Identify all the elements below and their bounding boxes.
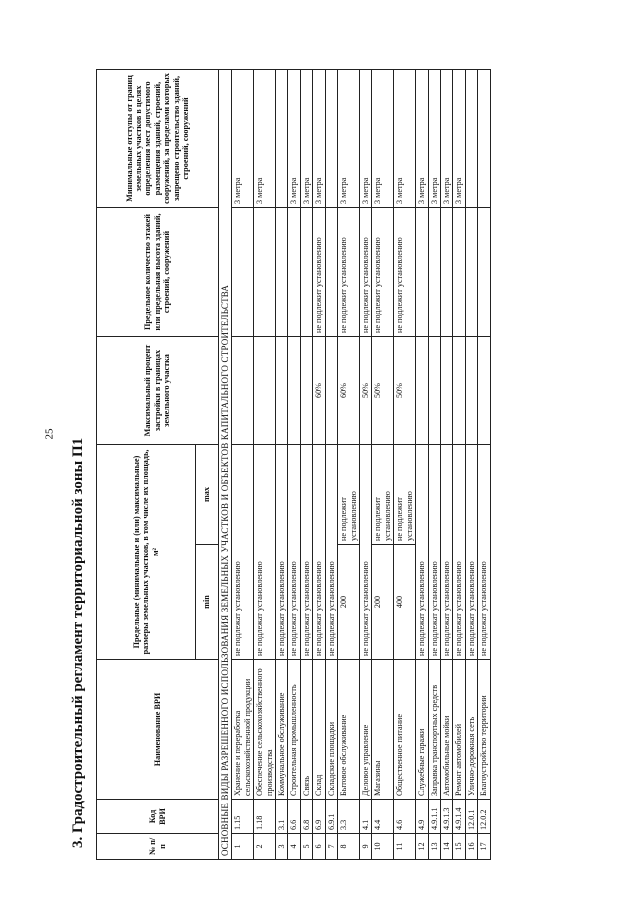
table-row (440, 70, 452, 860)
row-min: 200 (338, 545, 360, 660)
row-size: не подлежат установлению (359, 445, 371, 660)
row-floors (300, 208, 312, 337)
row-code: 4.6 (394, 800, 416, 834)
row-code: 1.15 (232, 800, 254, 834)
row-floors: не подлежит установлению (313, 208, 325, 337)
row-code: 4.1 (359, 800, 371, 834)
table-row (313, 70, 325, 860)
table-row (300, 70, 312, 860)
row-code: 6.6 (288, 800, 300, 834)
row-name: Заправка транспортных средств (428, 660, 440, 800)
row-percent (453, 337, 465, 445)
row-size: не подлежат установлению (300, 445, 312, 660)
row-percent (325, 337, 337, 445)
row-setback: 3 метра (359, 70, 371, 208)
row-setback (325, 70, 337, 208)
header-setback: Минимальные отступы от границ земельных участков в целях определения мест допустимого размещения зданий, строений, сооружений, за пределами которых запрещено строительство зданий, строений, сооружений (97, 70, 219, 208)
row-number: 4 (288, 834, 300, 860)
header-percent: Максимальный процент застройки в границах земельного участка (97, 337, 219, 445)
row-size: не подлежат установлению (428, 445, 440, 660)
row-size: не подлежат установлению (313, 445, 325, 660)
table-row (428, 70, 440, 860)
row-setback: 3 метра (440, 70, 452, 208)
table-row (465, 70, 477, 860)
row-setback: 3 метра (313, 70, 325, 208)
page-number: 25 (43, 428, 56, 440)
row-name: Автомобильные мойки (440, 660, 452, 800)
row-floors: не подлежит установлению (394, 208, 416, 337)
row-number: 1 (232, 834, 254, 860)
row-floors (428, 208, 440, 337)
header-name: Наименование ВРИ (97, 660, 219, 800)
row-size: не подлежат установлению (440, 445, 452, 660)
row-name: Деловое управление (359, 660, 371, 800)
table-row (394, 70, 416, 860)
row-name: Благоустройство территории (478, 660, 490, 800)
row-floors (465, 208, 477, 337)
header-num: № п/п (97, 834, 219, 860)
table-row (254, 70, 276, 860)
row-percent (465, 337, 477, 445)
row-size: не подлежат установлению (478, 445, 490, 660)
row-code: 3.3 (338, 800, 360, 834)
row-number: 2 (254, 834, 276, 860)
header-row (97, 70, 196, 860)
row-name: Служебные гаражи (416, 660, 428, 800)
row-number: 10 (372, 834, 394, 860)
row-number: 9 (359, 834, 371, 860)
table-row (276, 70, 288, 860)
row-name: Коммунальное обслуживание (276, 660, 288, 800)
row-percent (428, 337, 440, 445)
row-code: 6.9.1 (325, 800, 337, 834)
row-size: не подлежат установлению (325, 445, 337, 660)
row-setback: 3 метра (254, 70, 276, 208)
row-floors (440, 208, 452, 337)
row-code: 4.9.1.4 (453, 800, 465, 834)
row-size: не подлежат установлению (232, 445, 254, 660)
table-row (359, 70, 371, 860)
row-number: 17 (478, 834, 490, 860)
row-floors (416, 208, 428, 337)
section-row (219, 70, 232, 860)
row-code: 6.8 (300, 800, 312, 834)
row-name: Хранение и переработка сельскохозяйственной продукции (232, 660, 254, 800)
row-name: Бытовое обслуживание (338, 660, 360, 800)
row-setback (478, 70, 490, 208)
table-row (288, 70, 300, 860)
row-floors (254, 208, 276, 337)
row-number: 7 (325, 834, 337, 860)
row-setback: 3 метра (232, 70, 254, 208)
row-number: 8 (338, 834, 360, 860)
row-percent: 50% (394, 337, 416, 445)
row-floors (232, 208, 254, 337)
row-setback: 3 метра (416, 70, 428, 208)
row-name: Ремонт автомобилей (453, 660, 465, 800)
row-size: не подлежат установлению (453, 445, 465, 660)
row-setback: 3 метра (372, 70, 394, 208)
row-max: не подлежит установлению (394, 445, 416, 545)
row-max: не подлежит установлению (372, 445, 394, 545)
table-row (325, 70, 337, 860)
row-code: 12.0.2 (478, 800, 490, 834)
row-floors: не подлежит установлению (372, 208, 394, 337)
row-floors (276, 208, 288, 337)
row-number: 5 (300, 834, 312, 860)
row-percent (288, 337, 300, 445)
row-percent (416, 337, 428, 445)
row-name: Улично-дорожная сеть (465, 660, 477, 800)
row-number: 16 (465, 834, 477, 860)
row-number: 11 (394, 834, 416, 860)
row-number: 13 (428, 834, 440, 860)
row-percent (232, 337, 254, 445)
row-setback: 3 метра (453, 70, 465, 208)
row-percent (276, 337, 288, 445)
row-percent (254, 337, 276, 445)
row-number: 3 (276, 834, 288, 860)
row-code: 6.9 (313, 800, 325, 834)
row-setback (276, 70, 288, 208)
row-size: не подлежат установлению (276, 445, 288, 660)
row-number: 12 (416, 834, 428, 860)
row-percent: 50% (372, 337, 394, 445)
row-setback: 3 метра (394, 70, 416, 208)
row-setback (465, 70, 477, 208)
row-name: Склад (313, 660, 325, 800)
header-floors: Предельное количество этажей или предельная высота зданий, строений, сооружений (97, 208, 219, 337)
row-code: 4.9.1.3 (440, 800, 452, 834)
row-floors (478, 208, 490, 337)
row-percent (300, 337, 312, 445)
row-floors: не подлежит установлению (359, 208, 371, 337)
row-size: не подлежат установлению (254, 445, 276, 660)
row-min: 400 (394, 545, 416, 660)
table-row (232, 70, 254, 860)
row-max: не подлежит установлению (338, 445, 360, 545)
row-number: 14 (440, 834, 452, 860)
row-percent: 50% (359, 337, 371, 445)
rotated-page (60, 70, 582, 860)
section-title: ОСНОВНЫЕ ВИДЫ РАЗРЕШЕННОГО ИСПОЛЬЗОВАНИЯ ЗЕМЕЛЬНЫХ УЧАСТКОВ И ОБЪЕКТОВ КАПИТАЛЬНОГО СТРОИТЕЛЬСТВА (219, 70, 232, 860)
row-code: 4.9 (416, 800, 428, 834)
row-name: Общественное питание (394, 660, 416, 800)
table-row (338, 70, 360, 860)
row-setback: 3 метра (300, 70, 312, 208)
row-floors (288, 208, 300, 337)
row-name: Магазины (372, 660, 394, 800)
page-title: 3. Градостроительный регламент территориальной зоны П1 (70, 437, 86, 848)
row-floors: не подлежит установлению (338, 208, 360, 337)
row-code: 4.9.1.1 (428, 800, 440, 834)
row-name: Связь (300, 660, 312, 800)
row-code: 3.1 (276, 800, 288, 834)
header-size: Предельные (минимальные и (или) максимальные) размеры земельных участков, в том числе их площадь, м² (97, 445, 196, 660)
row-setback: 3 метра (428, 70, 440, 208)
header-min: min (196, 545, 219, 660)
row-floors (453, 208, 465, 337)
row-percent: 60% (338, 337, 360, 445)
row-floors (325, 208, 337, 337)
row-size: не подлежат установлению (465, 445, 477, 660)
row-code: 1.18 (254, 800, 276, 834)
row-code: 12.0.1 (465, 800, 477, 834)
row-size: не подлежат установлению (416, 445, 428, 660)
table-row (416, 70, 428, 860)
row-name: Складские площадки (325, 660, 337, 800)
row-code: 4.4 (372, 800, 394, 834)
row-number: 15 (453, 834, 465, 860)
row-name: Обеспечение сельскохозяйственного производства (254, 660, 276, 800)
row-number: 6 (313, 834, 325, 860)
row-percent (440, 337, 452, 445)
table-row (372, 70, 394, 860)
row-setback: 3 метра (288, 70, 300, 208)
table-row (453, 70, 465, 860)
table-row (478, 70, 490, 860)
row-size: не подлежат установлению (288, 445, 300, 660)
header-code: Код ВРИ (97, 800, 219, 834)
header-max: max (196, 445, 219, 545)
row-percent (478, 337, 490, 445)
row-min: 200 (372, 545, 394, 660)
row-percent: 60% (313, 337, 325, 445)
row-name: Строительная промышленность (288, 660, 300, 800)
row-setback: 3 метра (338, 70, 360, 208)
regulation-table (96, 69, 491, 860)
